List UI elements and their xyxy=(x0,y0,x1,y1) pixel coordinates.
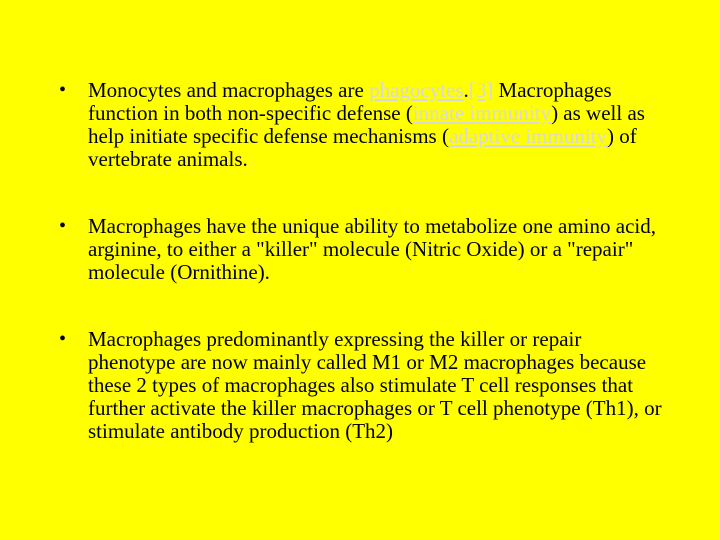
phagocytes-link[interactable]: phagocytes xyxy=(369,78,464,102)
bullet-text: . xyxy=(463,78,469,102)
bullet-item-phagocytes xyxy=(55,79,665,171)
bullet-text: Macrophages function in both non-specific defense ( xyxy=(88,78,612,125)
bullet-icon: • xyxy=(59,79,67,101)
bullet-text: Monocytes and macrophages are xyxy=(88,78,370,102)
bullet-text: Macrophages have the unique ability to metabolize one amino acid, arginine, to either a "killer" molecule (Nitric Oxide) or a "repair" molecule (Ornithine). xyxy=(88,214,656,284)
bullet-text: Macrophages predominantly expressing the killer or repair phenotype are now mainly called M1 or M2 macrophages because these 2 types of macrophages also stimulate T cell responses that further activate the killer macrophages or T cell phenotype (Th1), or stimulate antibody production (Th2) xyxy=(88,327,662,443)
bullet-item-phenotype xyxy=(55,328,665,443)
bullet-text: ) of vertebrate animals. xyxy=(88,124,637,171)
citation-link[interactable]: [3] xyxy=(468,78,494,102)
bullet-icon: • xyxy=(59,215,67,237)
innate-immunity-link[interactable]: innate immunity xyxy=(412,101,552,125)
adaptive-immunity-link[interactable]: adaptive immunity xyxy=(448,124,608,148)
bullet-list xyxy=(55,79,665,487)
bullet-text: ) as well as help initiate specific defense mechanisms ( xyxy=(88,101,645,148)
bullet-item-arginine xyxy=(55,215,665,284)
bullet-icon: • xyxy=(59,328,67,350)
